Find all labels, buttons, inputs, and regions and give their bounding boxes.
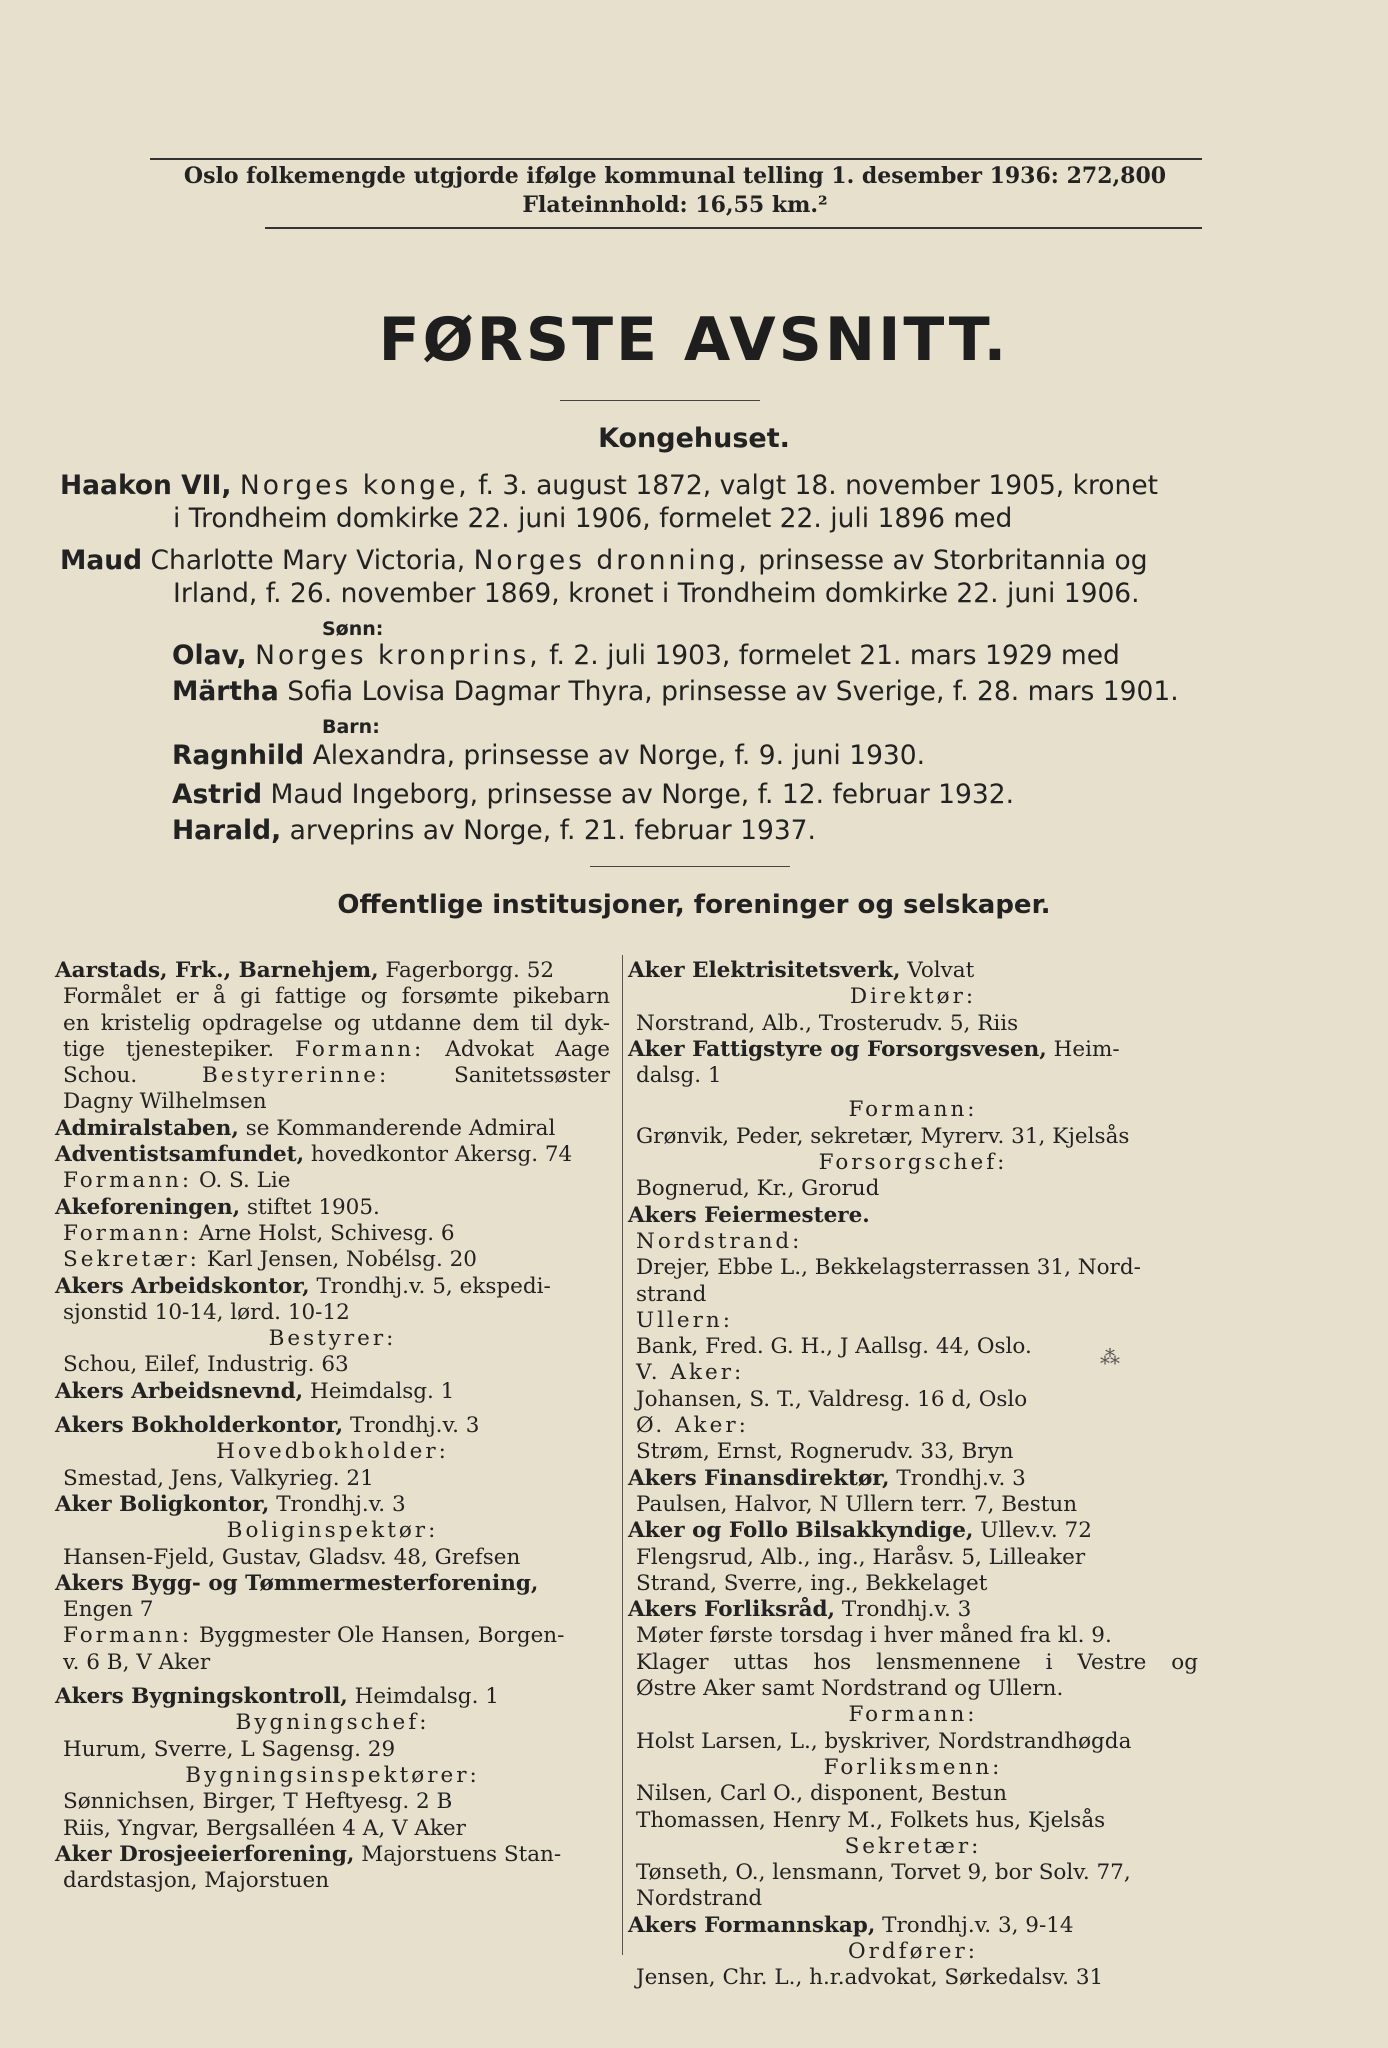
royal-line: Maud Charlotte Mary Victoria, Norges dronning, prinsesse av Storbritannia og [60,545,1148,576]
entry-subheading: Formann: [848,1097,978,1123]
area-line: Flateinnhold: 16,55 km.² [522,192,828,218]
entry-line: Schou. Bestyrerinne: Sanitetssøster [63,1063,610,1089]
column-divider [622,955,623,1955]
entry-line: v. 6 B, V Aker [63,1649,211,1675]
entry-line: Engen 7 [63,1597,154,1623]
entry-line: strand [636,1281,707,1307]
entry-line: Johansen, S. T., Valdresg. 16 d, Oslo [636,1386,1028,1412]
entry-line: Aker Drosjeeierforening, Majorstuens Stan- [55,1841,562,1867]
entry-line: Akers Finansdirektør, Trondhj.v. 3 [628,1465,1026,1491]
entry-line: Jensen, Chr. L., h.r.advokat, Sørkedalsv. 31 [636,1965,1104,1991]
entry-line: Akers Bygg- og Tømmermesterforening, [55,1570,539,1596]
royal-line: Harald, arveprins av Norge, f. 21. februar 1937. [172,815,816,846]
entry-line: dalsg. 1 [636,1063,722,1089]
right-column [628,958,1198,1992]
entry-subheading: Ullern: [636,1307,733,1333]
royal-line: Ragnhild Alexandra, prinsesse av Norge, f. 9. juni 1930. [172,740,926,771]
entry-subheading: Boliginspektør: [226,1518,439,1544]
entry-line: en kristelig opdragelse og utdanne dem til dyk- [63,1010,610,1036]
entry-line: Flengsrud, Alb., ing., Haråsv. 5, Lilleaker [636,1544,1086,1570]
entry-line: Akers Arbeidskontor, Trondhj.v. 5, ekspedi- [55,1273,551,1299]
entry-line: Holst Larsen, L., byskriver, Nordstrandhøgda [636,1728,1132,1754]
entry-subheading: Ø. Aker: [636,1413,749,1439]
entry-line: Akers Arbeidsnevnd, Heimdalsg. 1 [55,1378,455,1404]
entry-subheading: Ordfører: [847,1938,979,1964]
entry-subheading: Nordstrand: [636,1228,803,1254]
entry-line: Norstrand, Alb., Trosterudv. 5, Riis [636,1010,1019,1036]
entry-line: Admiralstaben, se Kommanderende Admiral [55,1115,556,1141]
entry-line: sjonstid 10-14, lørd. 10-12 [63,1299,350,1325]
entry-line: tige tjenestepiker. Formann: Advokat Aage [63,1036,610,1062]
entry-subheading: Bygningschef: [235,1710,430,1736]
page-title: FØRSTE AVSNITT. [378,305,1010,375]
royal-line: i Trondheim domkirke 22. juni 1906, formelet 22. juli 1896 med [173,503,1013,534]
institutions-heading: Offentlige institusjoner, foreninger og selskaper. [337,890,1051,920]
entry-line: Klager uttas hos lensmennene i Vestre og [636,1649,1198,1675]
stat-bottom-rule [265,227,1202,229]
entry-line: Paulsen, Halvor, N Ullern terr. 7, Bestun [636,1491,1078,1517]
entry-line: Sekretær: Karl Jensen, Nobélsg. 20 [63,1247,477,1273]
sonn-label: Sønn: [322,618,384,640]
population-statement [150,162,1200,220]
kongehuset-heading: Kongehuset. [598,423,790,454]
royal-line: Olav, Norges kronprins, f. 2. juli 1903, formelet 21. mars 1929 med [172,640,1120,671]
entry-line: Nordstrand [636,1886,763,1912]
entry-line: Formann: Arne Holst, Schivesg. 6 [63,1220,455,1246]
entry-line: Akeforeningen, stiftet 1905. [55,1194,380,1220]
entry-line: Aker Boligkontor, Trondhj.v. 3 [55,1491,406,1517]
population-line: Oslo folkemengde utgjorde ifølge kommunal telling 1. desember 1936: 272,800 [183,163,1167,189]
entry-line: Sønnichsen, Birger, T Heftyesg. 2 B [63,1789,453,1815]
entry-subheading: Sekretær: [844,1833,982,1859]
entry-line: Aker Fattigstyre og Forsorgsvesen, Heim- [628,1036,1120,1062]
entry-subheading: Bygningsinspektører: [185,1762,480,1788]
entry-subheading: Forsorgschef: [818,1150,1008,1176]
entry-line: Formann: O. S. Lie [63,1168,291,1194]
entry-line: Grønvik, Peder, sekretær, Myrerv. 31, Kjelsås [636,1123,1130,1149]
entry-line: Aker Elektrisitetsverk, Volvat [628,958,975,983]
royal-line: Haakon VII, Norges konge, f. 3. august 1872, valgt 18. november 1905, kronet [60,470,1159,501]
entry-line: Møter første torsdag i hver måned fra kl. 9. [636,1623,1112,1649]
entry-line: Strøm, Ernst, Rognerudv. 33, Bryn [636,1439,1014,1465]
entry-subheading: Forliksmenn: [823,1754,1003,1780]
entry-subheading: Formann: [848,1702,978,1728]
entry-line: Dagny Wilhelmsen [63,1089,267,1115]
entry-line: Bank, Fred. G. H., J Aallsg. 44, Oslo. [636,1334,1032,1360]
entry-line: Tønseth, O., lensmann, Torvet 9, bor Solv. 77, [636,1860,1131,1886]
entry-subheading: Direktør: [849,984,977,1010]
entry-line: Akers Bokholderkontor, Trondhj.v. 3 [55,1413,480,1439]
entry-line: Schou, Eilef, Industrig. 63 [63,1352,349,1378]
entry-subheading: Bestyrer: [268,1326,397,1352]
entry-line: Østre Aker samt Nordstrand og Ullern. [636,1676,1064,1702]
entry-line: Formann: Byggmester Ole Hansen, Borgen- [63,1623,565,1649]
barn-label: Barn: [322,716,380,738]
entry-line: dardstasjon, Majorstuen [63,1868,330,1894]
entry-line: Hansen-Fjeld, Gustav, Gladsv. 48, Grefsen [63,1544,521,1570]
entry-line: Smestad, Jens, Valkyrieg. 21 [63,1465,374,1491]
entry-line: Adventistsamfundet, hovedkontor Akersg. 74 [55,1142,573,1168]
entry-line: Strand, Sverre, ing., Bekkelaget [636,1570,988,1596]
stamp-mark-icon: ⁂ [1100,1345,1120,1369]
royal-line: Irland, f. 26. november 1869, kronet i Trondheim domkirke 22. juni 1906. [173,578,1140,609]
entry-line: Hurum, Sverre, L Sagensg. 29 [63,1736,396,1762]
entry-line: Riis, Yngvar, Bergsalléen 4 A, V Aker [63,1815,466,1841]
entry-line: Drejer, Ebbe L., Bekkelagsterrassen 31, Nord- [636,1255,1141,1281]
title-rule [560,400,760,401]
entry-line: Akers Formannskap, Trondhj.v. 3, 9-14 [628,1912,1074,1938]
section-rule [590,866,790,867]
entry-line: Formålet er å gi fattige og forsømte pikebarn [63,984,610,1010]
entry-line: Thomassen, Henry M., Folkets hus, Kjelsås [636,1807,1106,1833]
royal-line: Märtha Sofia Lovisa Dagmar Thyra, prinsesse av Sverige, f. 28. mars 1901. [172,676,1179,707]
entry-line: Nilsen, Carl O., disponent, Bestun [636,1781,1007,1807]
entry-line: Aker og Follo Bilsakkyndige, Ullev.v. 72 [628,1518,1092,1544]
entry-line: Akers Feiermestere. [628,1202,870,1228]
top-rule [150,158,1202,160]
entry-subheading: Hovedbokholder: [216,1439,449,1465]
left-column [55,958,610,1894]
entry-line: Aarstads, Frk., Barnehjem, Fagerborgg. 52 [55,958,555,983]
entry-line: Akers Forliksråd, Trondhj.v. 3 [628,1597,972,1623]
entry-line: Akers Bygningskontroll, Heimdalsg. 1 [55,1684,499,1710]
royal-line: Astrid Maud Ingeborg, prinsesse av Norge, f. 12. februar 1932. [172,779,1015,810]
entry-line: Bognerud, Kr., Grorud [636,1176,880,1202]
entry-subheading: V. Aker: [636,1360,745,1386]
